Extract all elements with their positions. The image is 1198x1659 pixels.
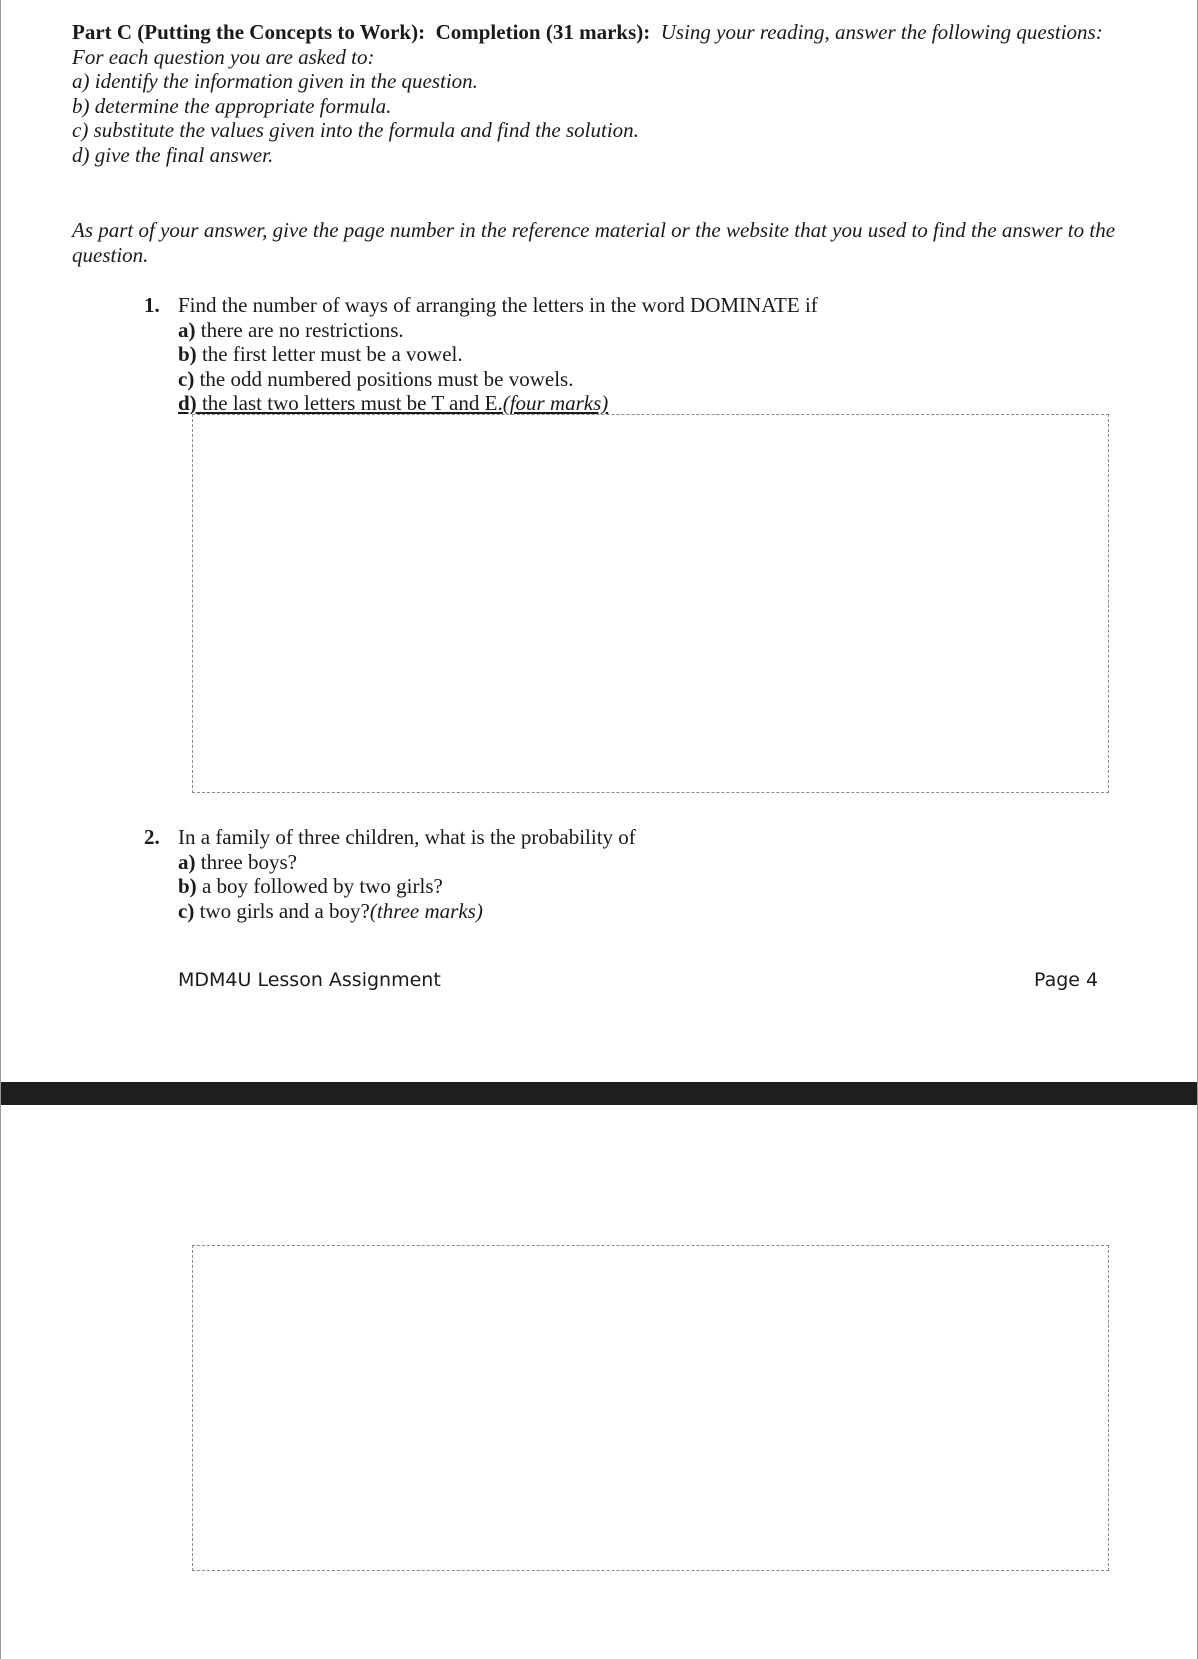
question-part <box>144 318 1044 343</box>
part-text: two girls and a boy? <box>199 898 370 923</box>
completion-label: Completion (31 marks): <box>435 20 651 44</box>
question-2 <box>144 825 1044 923</box>
question-part <box>144 850 1044 875</box>
question-part <box>144 391 1044 416</box>
footer-course: MDM4U Lesson Assignment <box>178 969 441 991</box>
part-label: c) <box>178 366 195 391</box>
left-edge <box>0 0 1 1659</box>
part-label: a) <box>178 849 196 874</box>
part-text: three boys? <box>200 849 297 874</box>
part-title: Part C (Putting the Concepts to Work): <box>72 20 426 44</box>
lead-text: Using your reading, answer the following questions: <box>660 20 1103 44</box>
part-label: b) <box>178 874 197 898</box>
footer-page-number: Page 4 <box>1034 969 1099 991</box>
part-label: c) <box>178 898 195 923</box>
question-number: 1. <box>144 293 160 317</box>
part-text: a boy followed by two girls? <box>201 874 443 898</box>
question-part <box>144 899 1044 924</box>
part-label: b) <box>178 342 197 366</box>
part-text: there are no restrictions. <box>200 317 404 342</box>
answer-box-1[interactable] <box>192 414 1109 793</box>
question-text: In a family of three children, what is the probability of <box>178 825 636 849</box>
reference-note: As part of your answer, give the page number in the reference material or the website that you used to find the answer to the question. <box>72 218 1116 267</box>
part-label: a) <box>178 317 196 342</box>
answer-box-2[interactable] <box>192 1245 1109 1571</box>
question-1 <box>144 293 1044 416</box>
question-text: Find the number of ways of arranging the letters in the word DOMINATE if <box>178 293 818 317</box>
part-label: d) <box>178 391 197 415</box>
instruction-line: d) give the final answer. <box>72 142 274 167</box>
instruction-line: For each question you are asked to: <box>72 44 375 69</box>
part-c-header <box>72 20 1132 167</box>
question-part <box>144 342 1044 367</box>
instruction-line: b) determine the appropriate formula. <box>72 93 392 118</box>
page-divider <box>0 1082 1198 1105</box>
instruction-line: a) identify the information given in the question. <box>72 69 478 93</box>
marks-label: (four marks) <box>502 391 609 415</box>
marks-label: (three marks) <box>369 898 483 923</box>
question-number: 2. <box>144 825 160 849</box>
part-text: the odd numbered positions must be vowels. <box>199 366 574 391</box>
part-text: the first letter must be a vowel. <box>201 342 463 366</box>
instruction-line: c) substitute the values given into the formula and find the solution. <box>72 118 639 142</box>
question-part <box>144 367 1044 392</box>
question-part <box>144 874 1044 899</box>
part-text: the last two letters must be T and E. <box>201 391 503 415</box>
